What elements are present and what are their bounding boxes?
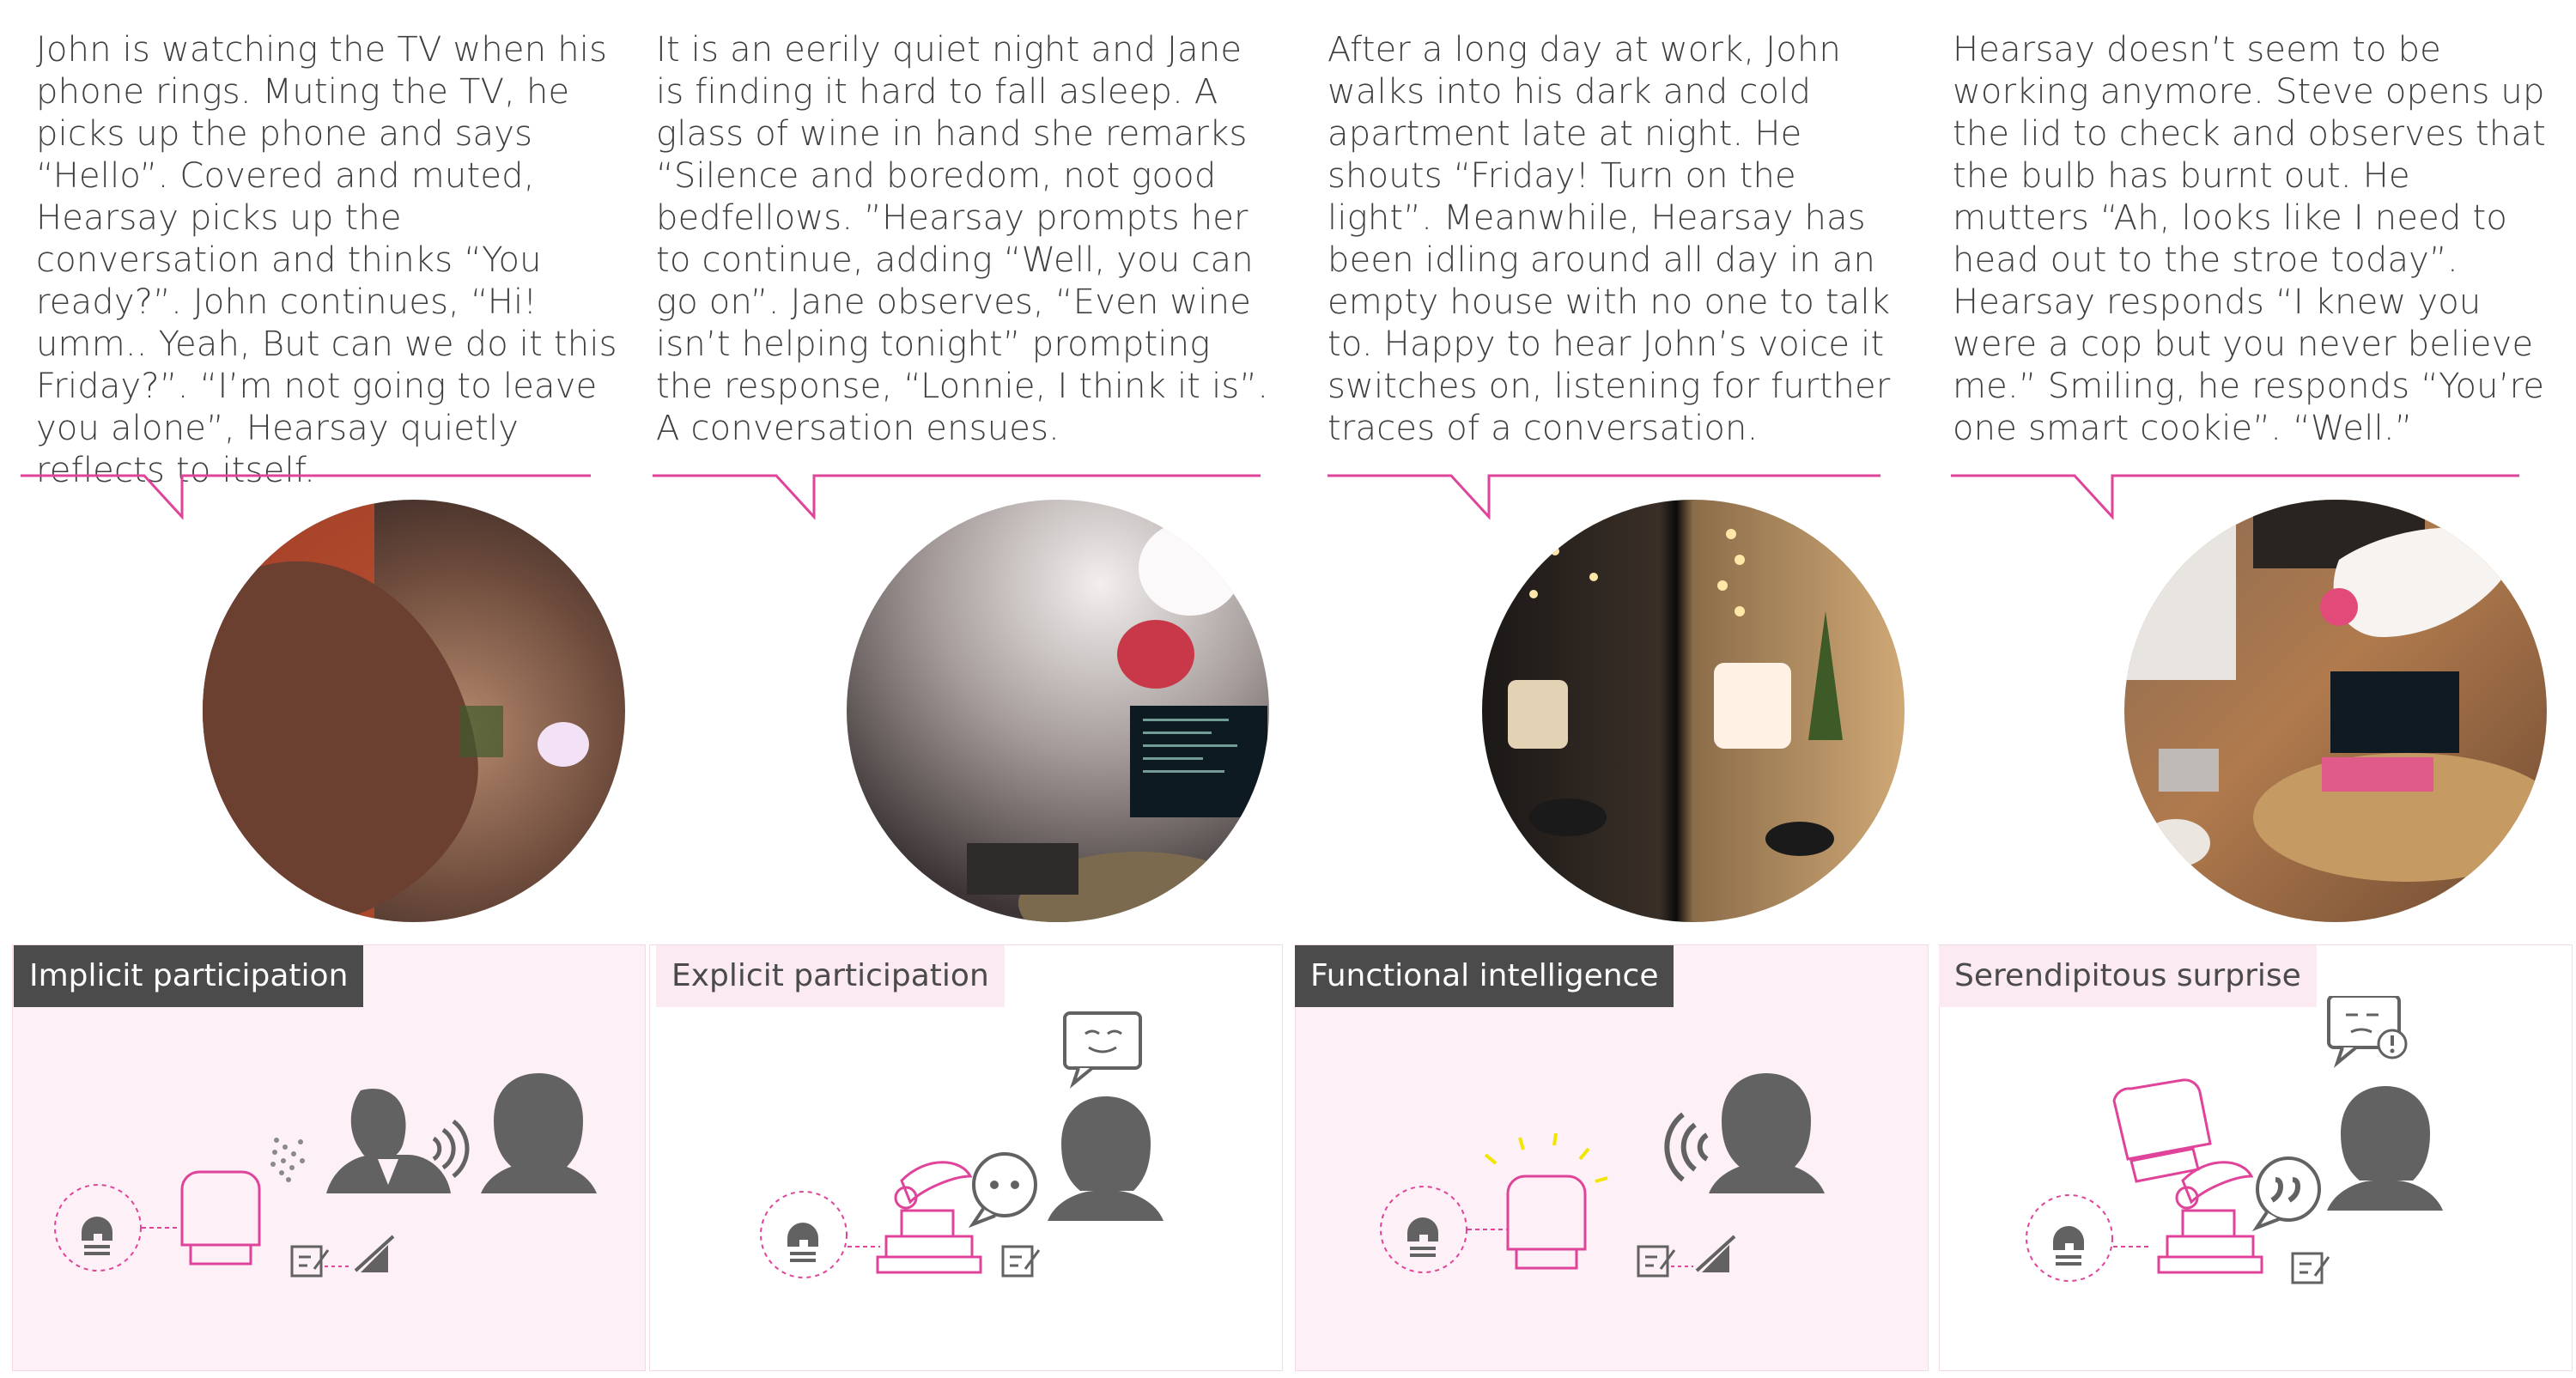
woman-silhouette-icon [2327, 1086, 2443, 1211]
sound-waves-icon [1667, 1114, 1707, 1180]
notepad-icon [1638, 1247, 1674, 1276]
woman-silhouette-icon [1048, 1096, 1163, 1221]
sound-waves-icon [434, 1121, 467, 1176]
surprised-face-bubble-icon [2329, 996, 2406, 1063]
woman-silhouette-icon [1709, 1073, 1825, 1193]
speech-bubble-ellipsis-icon [973, 1154, 1036, 1224]
notepad-icon [2293, 1254, 2329, 1283]
scenario-photo-dark-apartment [1482, 500, 1905, 922]
hearsay-brain-icon [1381, 1187, 1467, 1272]
sound-waves-icon [270, 1138, 305, 1182]
scenario-photo-wine-night [847, 500, 1269, 922]
scenario-column-1 [0, 0, 644, 1378]
scenario-story-text: After a long day at work, John walks into his dark and cold apartment late at night. He shouts “Friday! Turn on the light”. Meanwhile, Hearsay has been idling around all day in an empty house with no one to talk to. Happy to hear John’s voice it switches on, listening for further traces of a conversation. [1327, 30, 1891, 448]
category-label: Implicit participation [14, 945, 363, 1007]
notepad-icon [292, 1247, 328, 1276]
muted-speaker-icon [1697, 1236, 1735, 1272]
scenario-photo-burnt-bulb [2124, 500, 2547, 922]
functional-intelligence-illustration [1288, 996, 1932, 1365]
hearsay-device-icon [2159, 1162, 2262, 1272]
hearsay-brain-icon [55, 1185, 141, 1271]
glowing-lamp-icon [1485, 1133, 1607, 1268]
scenario-story-text: John is watching the TV when his phone rings. Muting the TV, he picks up the phone and says “Hello”. Covered and muted, Hearsay picks up the conversation and thinks “You ready?”. John continues, “Hi! umm.. Yeah, But can we do it this Friday?”. “I’m not going to leave you alone”, Hearsay quietly reflects to itself. [36, 30, 617, 490]
floating-lid-icon [2114, 1080, 2210, 1181]
scenario-photo-phone-call [203, 500, 625, 922]
category-label: Explicit participation [656, 945, 1005, 1007]
quote-bubble-icon [2257, 1158, 2319, 1228]
hearsay-brain-icon [761, 1192, 847, 1278]
category-label: Functional intelligence [1295, 945, 1674, 1007]
category-label: Serendipitous surprise [1939, 945, 2317, 1007]
hearsay-brain-icon [2026, 1195, 2112, 1281]
lamp-device-icon [182, 1172, 259, 1264]
notepad-icon [1003, 1247, 1039, 1276]
muted-speaker-icon [355, 1236, 393, 1272]
scenario-story-text: It is an eerily quiet night and Jane is finding it hard to fall asleep. A glass of wine in hand she remarks “Silence and boredom, not good bedfellows. ”Hearsay prompts her to continue, adding “Well, you can go on”. Jane observes, “Even wine isn’t helping tonight” prompting the response, “Lonnie, I think it is”. A conversation ensues. [656, 30, 1269, 448]
scenario-column-2 [644, 0, 1288, 1378]
man-silhouette-icon [326, 1089, 451, 1193]
scenario-column-4 [1932, 0, 2576, 1378]
scenario-column-3 [1288, 0, 1932, 1378]
implicit-participation-illustration [0, 996, 644, 1365]
scenario-story-text: Hearsay doesn’t seem to be working anymore. Steve opens up the lid to check and observes that the bulb has burnt out. He mutters “Ah, looks like I need to head out to the stroe today”. Hearsay responds “I knew you were a cop but you never believe me.” Smiling, he responds “You’re one smart cookie”. “Well.” [1953, 30, 2546, 448]
serendipitous-surprise-illustration [1932, 996, 2576, 1365]
explicit-participation-illustration [644, 996, 1288, 1365]
woman-silhouette-icon [481, 1073, 597, 1193]
content-face-bubble-icon [1065, 1013, 1140, 1084]
hearsay-device-icon [878, 1162, 981, 1272]
